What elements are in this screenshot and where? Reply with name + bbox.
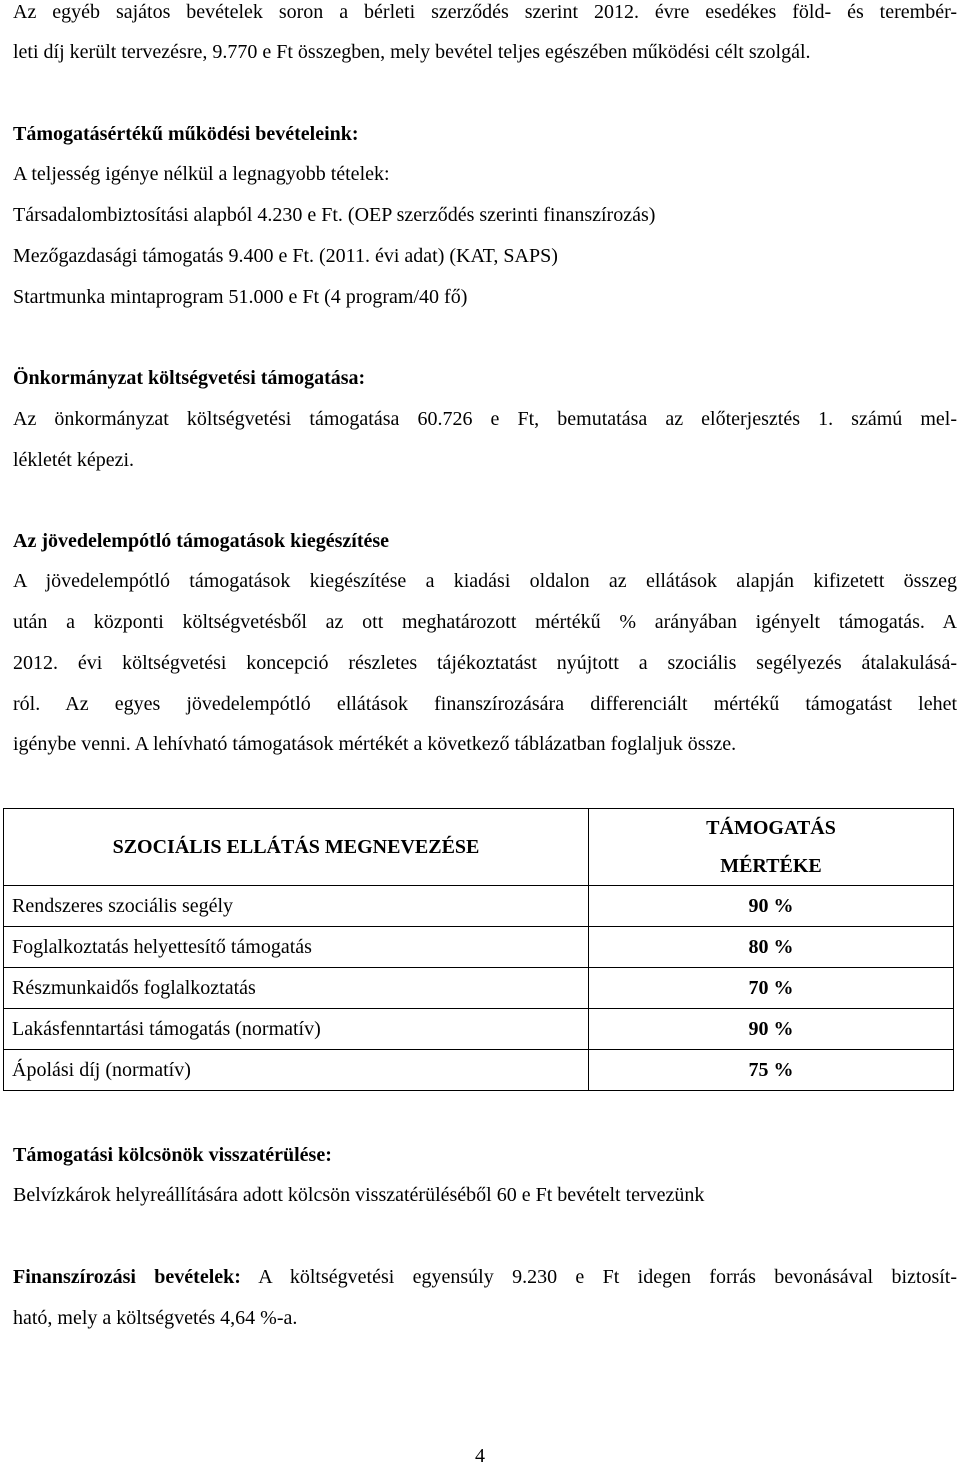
- support-rate: 70 %: [589, 968, 954, 1009]
- income-supplement-line: ról. Az egyes jövedelempótló ellátások finanszírozására differenciált mértékű támogatást lehet: [13, 693, 957, 715]
- table-header-row: [4, 809, 954, 886]
- header-service-name: SZOCIÁLIS ELLÁTÁS MEGNEVEZÉSE: [4, 809, 589, 886]
- municipal-budget-line-2: lékletét képezi.: [13, 449, 135, 471]
- table-row: [4, 1050, 954, 1091]
- support-income-item: Startmunka mintaprogram 51.000 e Ft (4 program/40 fő): [13, 286, 468, 308]
- table-row: [4, 927, 954, 968]
- municipal-budget-heading: Önkormányzat költségvetési támogatása:: [13, 367, 366, 389]
- table-row: [4, 886, 954, 927]
- header-support-rate: [589, 809, 954, 886]
- support-rate-table: [3, 808, 954, 1091]
- service-name: Foglalkoztatás helyettesítő támogatás: [4, 927, 589, 968]
- rental-income-line-1: Az egyéb sajátos bevételek soron a bérleti szerződés szerint 2012. évre esedékes föld- és terembér-: [13, 1, 957, 23]
- support-rate: 90 %: [589, 886, 954, 927]
- service-name: Ápolási díj (normatív): [4, 1050, 589, 1091]
- service-name: Lakásfenntartási támogatás (normatív): [4, 1009, 589, 1050]
- support-rate: 75 %: [589, 1050, 954, 1091]
- table-row: [4, 968, 954, 1009]
- rental-income-line-2: leti díj került tervezésre, 9.770 e Ft összegben, mely bevétel teljes egészében működési célt szolgál.: [13, 41, 811, 63]
- income-supplement-line: igénybe venni. A lehívható támogatások mértékét a következő táblázatban foglaljuk össze.: [13, 733, 737, 755]
- support-income-heading: Támogatásértékű működési bevételeink:: [13, 123, 359, 145]
- support-rate: 80 %: [589, 927, 954, 968]
- municipal-budget-line-1: Az önkormányzat költségvetési támogatása 60.726 e Ft, bemutatása az előterjesztés 1. számú mel-: [13, 408, 957, 430]
- service-name: Részmunkaidős foglalkoztatás: [4, 968, 589, 1009]
- loans-text: Belvízkárok helyreállítására adott kölcsön visszatérüléséből 60 e Ft bevételt tervezünk: [13, 1184, 705, 1206]
- financing-label: Finanszírozási bevételek:: [13, 1266, 241, 1288]
- income-supplement-heading: Az jövedelempótló támogatások kiegészítése: [13, 530, 390, 552]
- table-row: [4, 1009, 954, 1050]
- financing-line-1: [13, 1265, 957, 1289]
- header-support-rate-line-2: MÉRTÉKE: [720, 855, 822, 877]
- financing-line-2: ható, mely a költségvetés 4,64 %-a.: [13, 1307, 298, 1329]
- income-supplement-line: A jövedelempótló támogatások kiegészítése a kiadási oldalon az ellátások alapján kifizetett összeg: [13, 570, 957, 592]
- support-income-item: Mezőgazdasági támogatás 9.400 e Ft. (2011. évi adat) (KAT, SAPS): [13, 245, 558, 267]
- support-income-intro: A teljesség igénye nélkül a legnagyobb tételek:: [13, 163, 390, 185]
- income-supplement-line: 2012. évi költségvetési koncepció részletes tájékoztatást nyújtott a szociális segélyezés átalakulásá-: [13, 652, 957, 674]
- income-supplement-line: után a központi költségvetésből az ott meghatározott mértékű % arányában igényelt támogatás. A: [13, 611, 957, 633]
- service-name: Rendszeres szociális segély: [4, 886, 589, 927]
- page-number: 4: [475, 1445, 485, 1467]
- loans-heading: Támogatási kölcsönök visszatérülése:: [13, 1144, 332, 1166]
- financing-text: A költségvetési egyensúly 9.230 e Ft idegen forrás bevonásával biztosít-: [240, 1266, 958, 1288]
- support-income-item: Társadalombiztosítási alapból 4.230 e Ft. (OEP szerződés szerinti finanszírozás): [13, 204, 656, 226]
- support-rate: 90 %: [589, 1009, 954, 1050]
- header-support-rate-line-1: TÁMOGATÁS: [706, 817, 836, 839]
